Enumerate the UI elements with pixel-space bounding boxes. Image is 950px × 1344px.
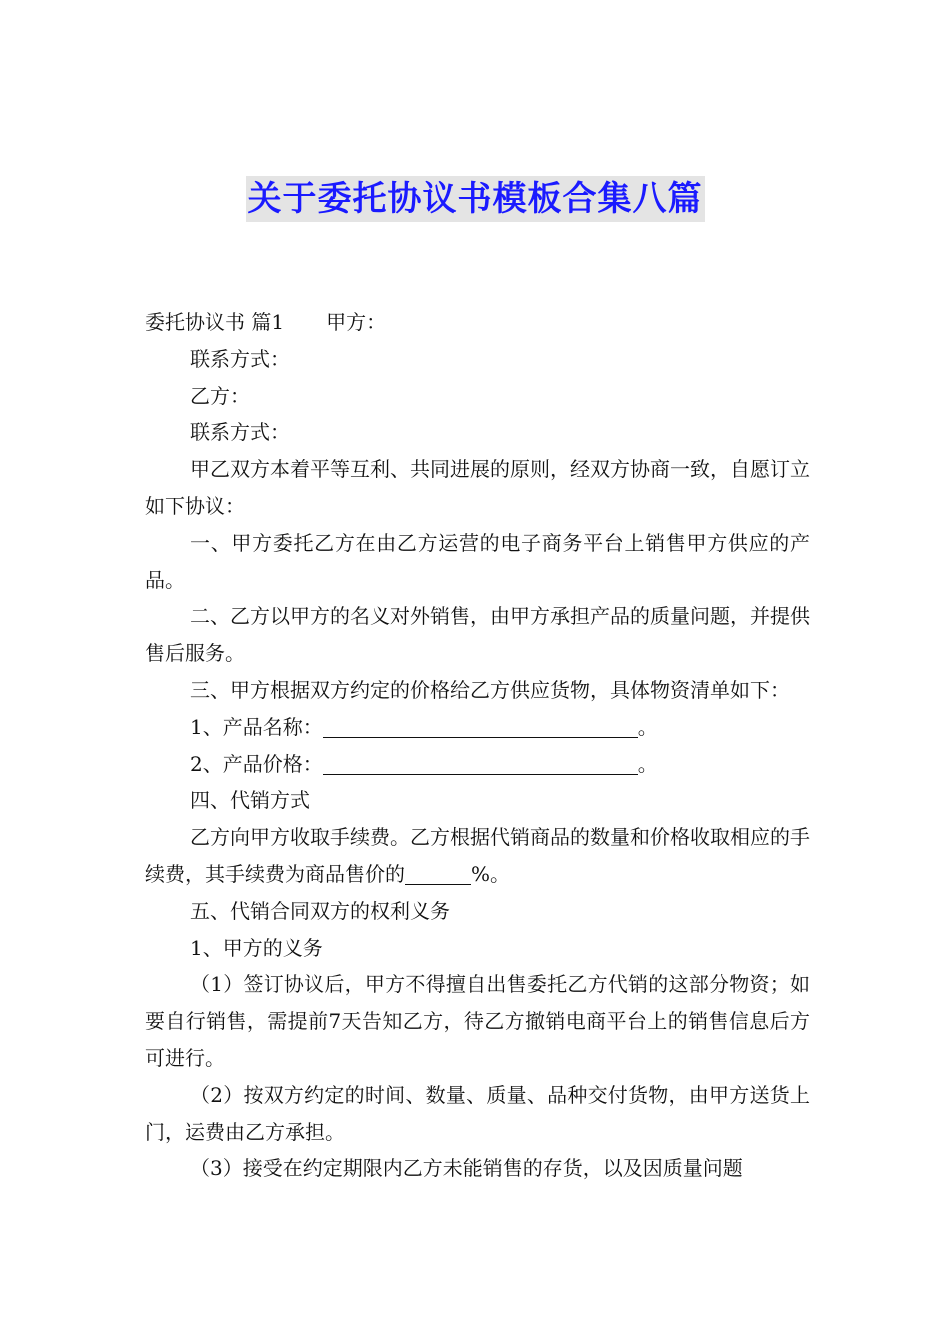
intro-line [145, 304, 810, 341]
agreement-heading: 委托协议书 篇1 [145, 310, 285, 334]
section5-heading: 五、代销合同双方的权利义务 [190, 898, 450, 923]
item2-paragraph: 二、乙方以甲方的名义对外销售，由甲方承担产品的质量问题，并提供售后服务。 [145, 604, 810, 666]
sub1-heading: 1、甲方的义务 [190, 935, 323, 960]
product-name-label: 1、产品名称： [190, 714, 323, 739]
item3-paragraph: 三、甲方根据双方约定的价格给乙方供应货物，具体物资清单如下： [190, 677, 790, 702]
item1-paragraph: 一、甲方委托乙方在由乙方运营的电子商务平台上销售甲方供应的产品。 [145, 530, 810, 592]
document-body [145, 304, 810, 1187]
fee-paragraph [145, 819, 810, 893]
party-a-label: 甲方： [326, 310, 387, 334]
fee-text-end: %。 [471, 861, 511, 886]
section4-heading: 四、代销方式 [190, 788, 310, 813]
duty2-paragraph: （2）按双方约定的时间、数量、质量、品种交付货物，由甲方送货上门，运费由乙方承担。 [145, 1082, 810, 1144]
product-price-end: 。 [637, 751, 658, 776]
product-name-end: 。 [637, 714, 658, 739]
product-name-line [145, 709, 810, 746]
title-container [0, 176, 950, 222]
fee-percent-blank [405, 862, 471, 885]
preamble-paragraph: 甲乙双方本着平等互利、共同进展的原则，经双方协商一致，自愿订立如下协议： [145, 457, 810, 518]
document-title: 关于委托协议书模板合集八篇 [246, 176, 705, 222]
product-price-label: 2、产品价格： [190, 751, 323, 776]
contact-a-line: 联系方式： [190, 346, 290, 371]
product-price-blank [323, 752, 638, 775]
duty3-paragraph: （3）接受在约定期限内乙方未能销售的存货，以及因质量问题 [190, 1156, 743, 1181]
contact-b-line: 联系方式： [190, 420, 290, 445]
fee-text: 乙方向甲方收取手续费。乙方根据代销商品的数量和价格收取相应的手续费，其手续费为商品售价的 [145, 825, 810, 886]
party-b-line: 乙方： [190, 383, 250, 408]
product-name-blank [323, 715, 638, 738]
duty1-paragraph: （1）签订协议后，甲方不得擅自出售委托乙方代销的这部分物资；如要自行销售，需提前7天告知乙方，待乙方撤销电商平台上的销售信息后方可进行。 [145, 972, 810, 1070]
product-price-line [145, 746, 810, 783]
